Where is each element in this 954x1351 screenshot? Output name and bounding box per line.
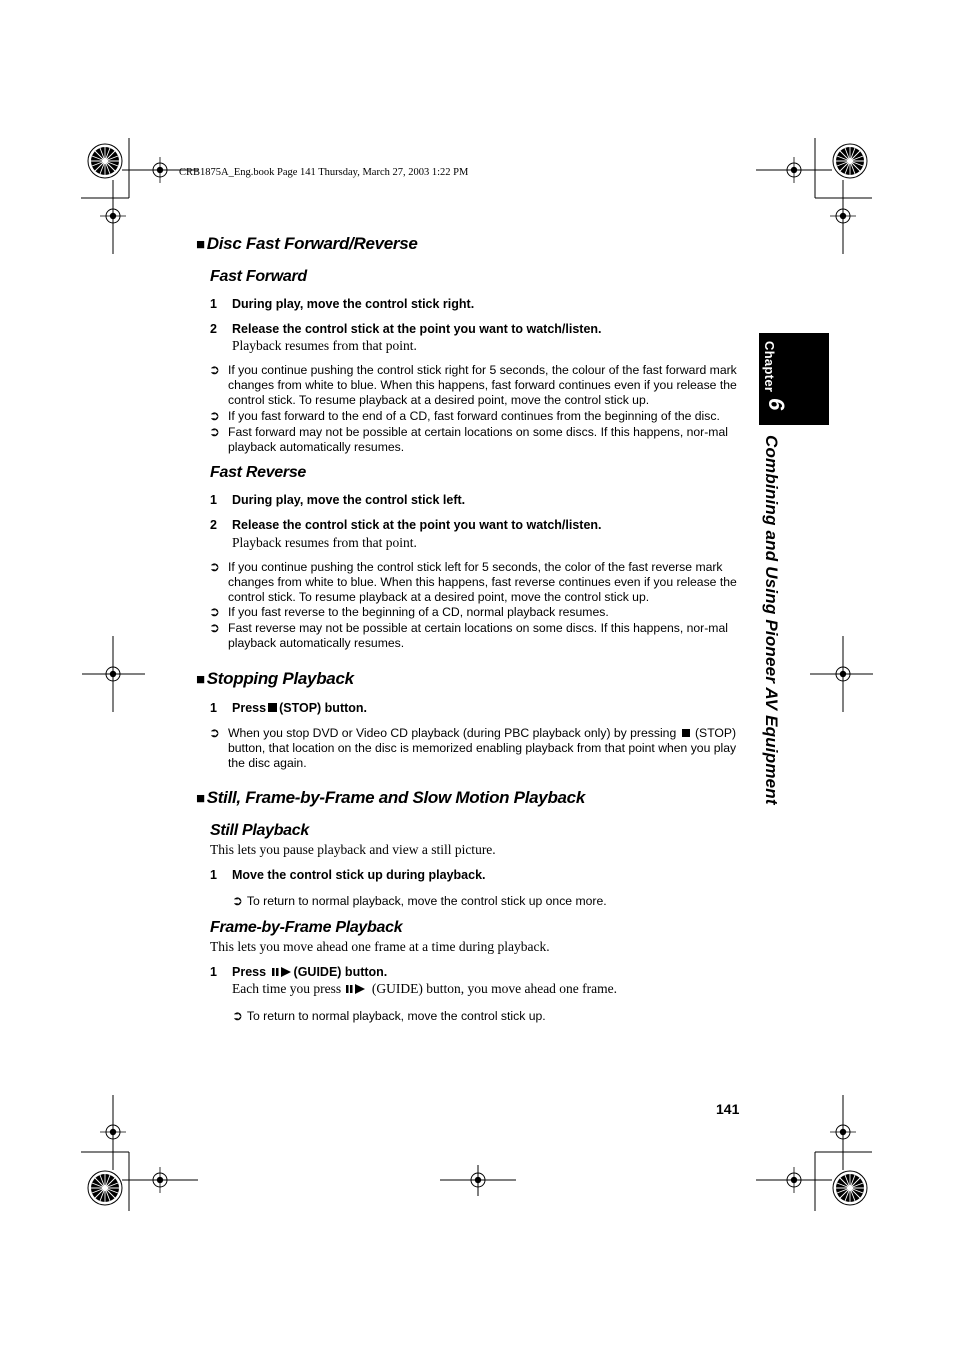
stop-square-icon xyxy=(682,729,690,737)
note-arrow-icon: ➲ xyxy=(209,620,220,635)
note: ➲ When you stop DVD or Video CD playback (during PBC playback only) by pressing (STOP) button, that location on the disc is memorized enabling playback from that point when you play the disc again. xyxy=(209,725,737,770)
note-arrow-icon: ➲ xyxy=(209,604,220,619)
note: ➲ Fast forward may not be possible at certain locations on some discs. If this happens, nor-mal playback automatically resumes. xyxy=(209,424,728,454)
intro-text: This lets you move ahead one frame at a time during playback. xyxy=(210,939,550,954)
note: ➲ If you continue pushing the control stick left for 5 seconds, the color of the fast reverse mark changes from white to blue. When this happens, fast reverse continues even if you release the control stick. To resume playback at a desired point, move the control stick up. xyxy=(209,559,737,604)
chapter-number: 6 xyxy=(764,398,789,411)
section-marker: ■ xyxy=(196,790,205,807)
note-arrow-icon: ➲ xyxy=(209,362,220,377)
subheading-fast-reverse: Fast Reverse xyxy=(210,464,307,481)
subheading-frame-playback: Frame-by-Frame Playback xyxy=(210,919,403,936)
stop-square-icon xyxy=(268,703,277,712)
note-arrow-icon: ➲ xyxy=(209,408,220,423)
note: ➲ To return to normal playback, move the control stick up. xyxy=(232,1008,546,1023)
step-2: 2 Release the control stick at the point you want to watch/listen. xyxy=(210,518,602,532)
step-1: 1 Press (GUIDE) button. xyxy=(210,965,388,979)
section-title: Still, Frame-by-Frame and Slow Motion Playback xyxy=(206,788,585,807)
section-title: Disc Fast Forward/Reverse xyxy=(206,234,418,253)
intro-text: This lets you pause playback and view a still picture. xyxy=(210,842,496,857)
subheading-still-playback: Still Playback xyxy=(210,822,309,839)
note-arrow-icon: ➲ xyxy=(209,725,220,740)
section-marker: ■ xyxy=(196,671,205,688)
note: ➲ To return to normal playback, move the control stick up once more. xyxy=(232,893,607,908)
chapter-title: Combining and Using Pioneer AV Equipment xyxy=(762,435,781,805)
note-arrow-icon: ➲ xyxy=(232,893,243,908)
section-heading-still xyxy=(196,788,585,808)
step-1: 1 During play, move the control stick right. xyxy=(210,297,475,311)
note: ➲ If you fast reverse to the beginning of a CD, normal playback resumes. xyxy=(209,604,609,619)
step-body: Playback resumes from that point. xyxy=(232,535,417,550)
step-body: Playback resumes from that point. xyxy=(232,338,417,353)
step-body: Each time you press (GUIDE) button, you move ahead one frame. xyxy=(232,981,618,996)
section-title: Stopping Playback xyxy=(206,669,354,688)
subheading-fast-forward: Fast Forward xyxy=(210,268,307,285)
file-header: CRB1875A_Eng.book Page 141 Thursday, March 27, 2003 1:22 PM xyxy=(179,167,469,178)
note-arrow-icon: ➲ xyxy=(209,559,220,574)
note-arrow-icon: ➲ xyxy=(209,424,220,439)
note: ➲ If you continue pushing the control stick right for 5 seconds, the colour of the fast forward mark changes from white to blue. When this happens, fast forward continues even if you release the control stick. To resume playback at a desired point, move the control stick up. xyxy=(209,362,737,407)
section-heading-disc-ff xyxy=(196,234,418,254)
note: ➲ Fast reverse may not be possible at certain locations on some discs. If this happens, nor-mal playback automatically resumes. xyxy=(209,620,728,650)
note: ➲ If you fast forward to the end of a CD, fast forward continues from the beginning of the disc. xyxy=(209,408,720,423)
pause-play-icon xyxy=(272,967,292,977)
section-marker: ■ xyxy=(196,236,205,253)
step-1: 1 During play, move the control stick left. xyxy=(210,493,466,507)
pause-play-icon xyxy=(346,984,366,994)
section-heading-stopping xyxy=(196,669,354,689)
step-1: 1 Move the control stick up during playback. xyxy=(210,868,486,882)
step-2: 2 Release the control stick at the point you want to watch/listen. xyxy=(210,322,602,336)
chapter-label: Chapter xyxy=(762,341,777,393)
step-1: 1 Press (STOP) button. xyxy=(210,701,368,715)
note-arrow-icon: ➲ xyxy=(232,1008,243,1023)
page-number: 141 xyxy=(716,1101,740,1117)
